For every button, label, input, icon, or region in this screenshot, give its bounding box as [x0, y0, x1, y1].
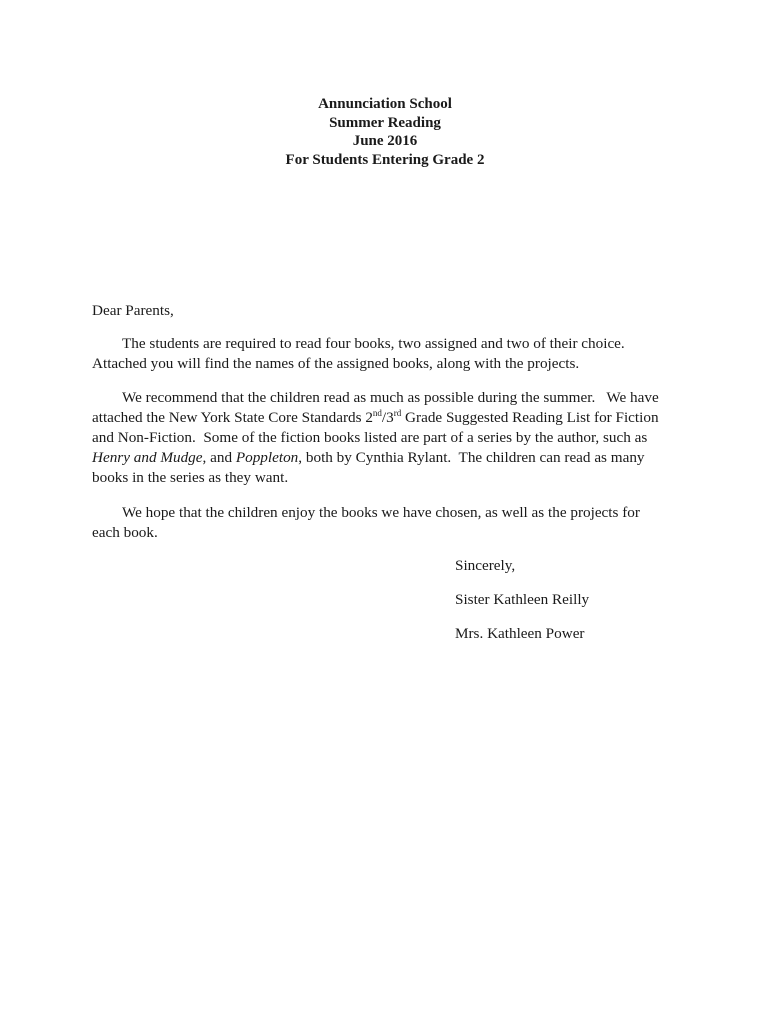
salutation: Dear Parents, [92, 302, 174, 319]
text-run: attached the New York State Core Standards 2 [92, 409, 373, 426]
paragraph-line: books in the series as they want. [92, 469, 289, 486]
text-run: /3 [381, 409, 394, 426]
paragraph-line: We recommend that the children read as much as possible during the summer. We have [122, 389, 659, 406]
program-title: Summer Reading [329, 114, 441, 131]
paragraph-line [92, 408, 659, 428]
text-run: , and [202, 449, 236, 466]
paragraph-line: and Non-Fiction. Some of the fiction books listed are part of a series by the author, such as [92, 429, 648, 446]
paragraph-line: The students are required to read four books, two assigned and two of their choice. [122, 335, 625, 352]
text-run: , both by Cynthia Rylant. The children can read as many [298, 449, 645, 466]
book-title: Henry and Mudge [92, 449, 203, 466]
paragraph-line: We hope that the children enjoy the books we have chosen, as well as the projects for [122, 504, 640, 521]
book-title: Poppleton [235, 449, 299, 466]
paragraph-2 [92, 388, 659, 488]
letter-header [0, 95, 770, 169]
paragraph-3 [92, 503, 640, 543]
signer-name: Mrs. Kathleen Power [455, 625, 585, 642]
signer-name: Sister Kathleen Reilly [455, 591, 590, 608]
paragraph-line: each book. [92, 524, 158, 541]
letter-date: June 2016 [352, 133, 418, 149]
audience-line: For Students Entering Grade 2 [285, 151, 485, 168]
superscript: rd [393, 408, 402, 418]
text-run: Grade Suggested Reading List for Fiction [401, 409, 659, 426]
paragraph-line: Attached you will find the names of the assigned books, along with the projects. [92, 355, 580, 372]
school-name: Annunciation School [318, 96, 452, 112]
paragraph-line [92, 448, 659, 468]
superscript: nd [372, 408, 382, 418]
paragraph-1 [92, 334, 625, 374]
closing: Sincerely, [455, 557, 516, 574]
